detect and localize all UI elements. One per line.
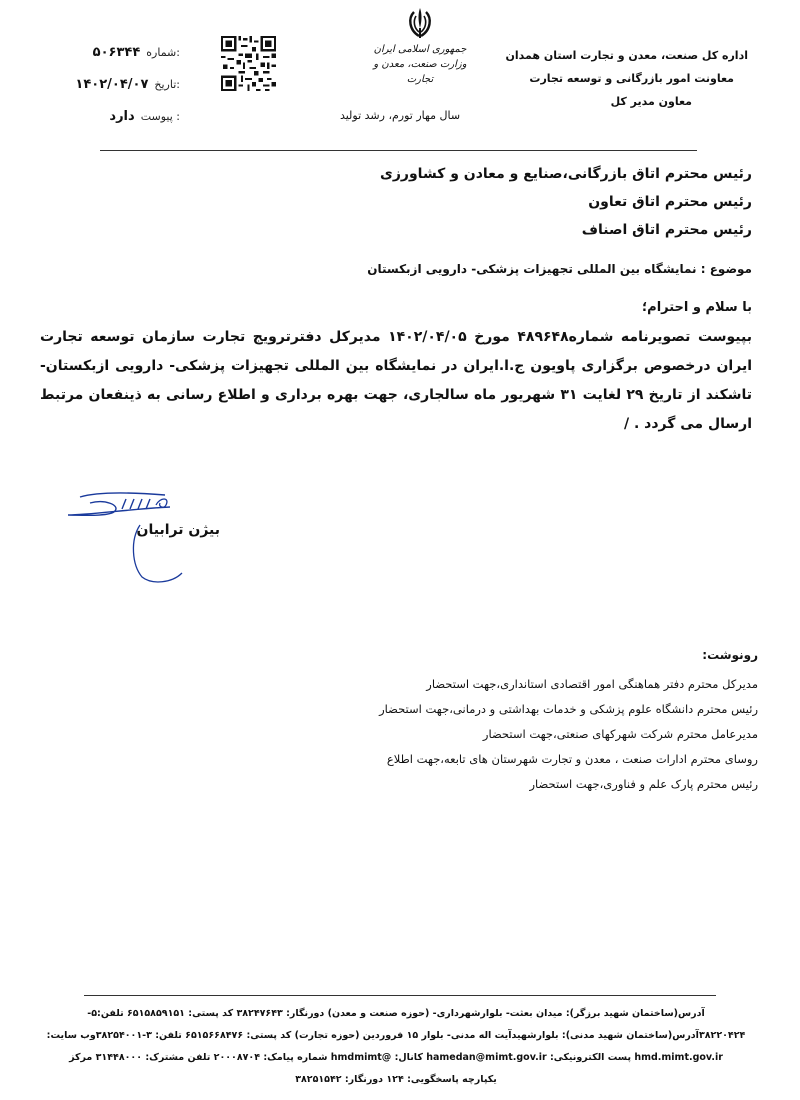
qr-code-icon bbox=[221, 36, 276, 91]
cc-list bbox=[258, 672, 758, 797]
number-value: ۵۰۶۳۴۴ bbox=[92, 44, 141, 60]
org-line: اداره کل صنعت، معدن و تجارت استان همدان bbox=[505, 49, 748, 62]
cc-item: مدیرکل محترم دفتر هماهنگی امور اقتصادی استانداری،جهت استحضار bbox=[426, 677, 758, 691]
emblem-block bbox=[360, 6, 480, 87]
footer-line: ۳۸۲۲۰۴۲۴آدرس(ساختمان شهید مدنی): بلوارشهیدآیت اله مدنی- بلوار ۱۵ فروردین (حوزه تجارت) کد پستی: ۶۵۱۵۶۶۸۴۷۶ تلفن: ۳-۳۸۲۵۴۰۰۱وب سایت: bbox=[46, 1030, 746, 1041]
addressee-line: رئیس محترم اتاق تعاون bbox=[588, 194, 752, 210]
iran-emblem-icon bbox=[405, 6, 435, 40]
date-label: تاریخ: bbox=[154, 77, 180, 91]
handwritten-signature bbox=[60, 485, 200, 595]
cc-title: رونوشت: bbox=[702, 648, 758, 662]
organization-header bbox=[468, 44, 748, 113]
letter-date-row bbox=[60, 68, 180, 100]
letter-body: بپیوست تصویرنامه شماره۴۸۹۶۴۸ مورخ ۱۴۰۲/۰۴/۰۵ مدیرکل دفترترویج تجارت سازمان توسعه تجارت ایران درخصوص برگزاری پاویون ج.ا.ایران در نمایشگاه بین المللی تجهیزات پزشکی- دارویی ازبکستان- تاشکند از تاریخ ۲۹ لغایت ۳۱ شهریور ماه سالجاری، جهت بهره برداری و اطلاع رسانی به ذینفعان مرتبط ارسال می گردد . / bbox=[40, 329, 753, 432]
footer-contact bbox=[30, 1003, 762, 1091]
cc-item: رئیس محترم دانشگاه علوم پزشکی و خدمات بهداشتی و درمانی،جهت استحضار bbox=[379, 702, 758, 716]
org-line: معاونت امور بازرگانی و توسعه تجارت bbox=[529, 72, 734, 85]
signer-name: بیژن ترابیان bbox=[136, 522, 220, 538]
cc-item: رئیس محترم پارک علم و فناوری،جهت استحضار bbox=[529, 777, 758, 791]
year-slogan: سال مهار تورم، رشد تولید bbox=[339, 109, 461, 122]
addressee-line: رئیس محترم اتاق بازرگانی،صنایع و معادن و کشاورزی bbox=[380, 166, 752, 182]
addressee-line: رئیس محترم اتاق اصناف bbox=[581, 222, 752, 238]
cc-item: مدیرعامل محترم شرکت شهرکهای صنعتی،جهت استحضار bbox=[482, 727, 758, 741]
greeting: با سلام و احترام؛ bbox=[641, 300, 752, 315]
attachment-value: دارد bbox=[109, 108, 135, 124]
letter-meta bbox=[60, 36, 180, 132]
number-label: شماره: bbox=[146, 45, 180, 59]
addressee-list bbox=[232, 160, 752, 244]
org-line: معاون مدیر کل bbox=[610, 95, 692, 108]
footer-line: یکپارچه پاسخگویی: ۱۲۴ دورنگار: ۳۸۲۵۱۵۴۲ bbox=[295, 1074, 497, 1085]
ministry-name: جمهوری اسلامی ایران وزارت صنعت، معدن و تجارت bbox=[373, 44, 467, 85]
footer-divider bbox=[84, 995, 716, 996]
attachment-label: پیوست : bbox=[140, 109, 180, 123]
letter-subject: موضوع : نمایشگاه بین المللی تجهیزات پزشکی- دارویی ازبکستان bbox=[367, 262, 752, 276]
date-value: ۱۴۰۲/۰۴/۰۷ bbox=[75, 76, 149, 92]
footer-line: hmd.mimt.gov.ir پست الکترونیکی: hamedan@mimt.gov.ir کانال: @hmdmimt شماره پیامک: ۲۰۰۰۸۷۰۴ تلفن مشترک: ۳۱۴۴۸۰۰۰ مرکز bbox=[69, 1052, 723, 1063]
attachment-row bbox=[60, 100, 180, 132]
footer-line: آدرس(ساختمان شهید برزگر): میدان بعثت- بلوارشهرداری- (حوزه صنعت و معدن) دورنگار: ۳۸۲۴۷۶۴۳ کد پستی: ۶۵۱۵۸۵۹۱۵۱ تلفن:۵- bbox=[87, 1008, 705, 1019]
header-divider bbox=[100, 150, 697, 151]
letter-number-row bbox=[60, 36, 180, 68]
cc-item: روسای محترم ادارات صنعت ، معدن و تجارت شهرستان های تابعه،جهت اطلاع bbox=[386, 752, 758, 766]
